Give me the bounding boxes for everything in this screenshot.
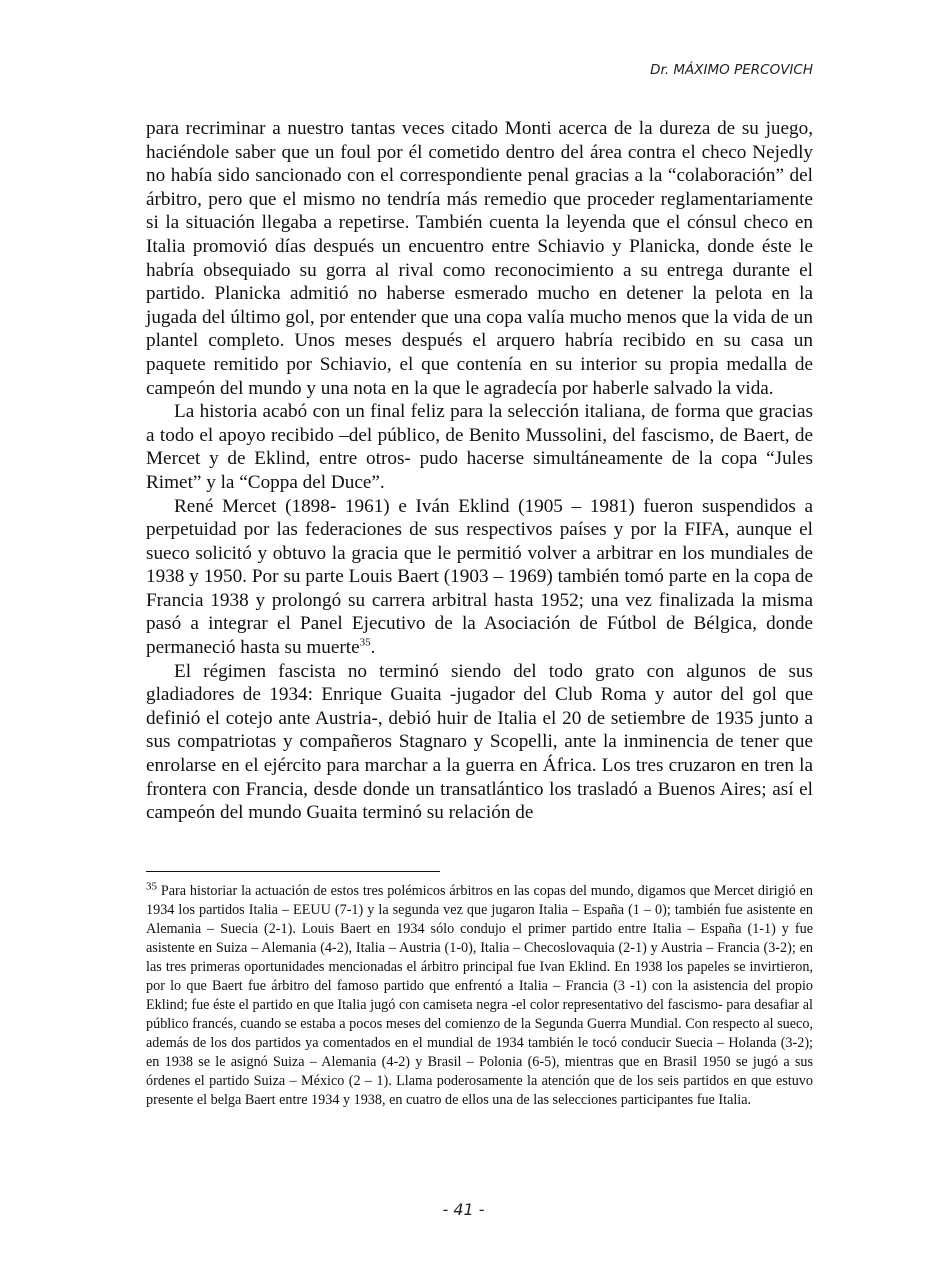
paragraph-3-trail: . xyxy=(370,637,376,659)
paragraph-4: El régimen fascista no terminó siendo del todo grato con algunos de sus gladiadores de 1934: Enrique Guaita -jugador del Club Roma y autor del gol que definió el cotejo ante Austria-, debió huir de Italia el 20 de setiembre de 1935 junto a sus compatriotas y compañeros Stagnaro y Scopelli, ante la inminencia de tener que enrolarse en el ejército para marchar a la guerra en África. Los tres cruzaron en tren la frontera con Francia, desde donde un transatlántico los trasladó a Buenos Aires; así el campeón del mundo Guaita terminó su relación de xyxy=(146,660,813,824)
footnote-number: 35 xyxy=(146,880,157,893)
running-header: Dr. MÁXIMO PERCOVICH xyxy=(650,62,813,78)
body-text xyxy=(146,117,813,825)
footnote xyxy=(146,882,813,1110)
footnote-reference[interactable]: 35 xyxy=(359,636,371,649)
paragraph-3-text: René Mercet (1898- 1961) e Iván Eklind (1905 – 1981) fueron suspendidos a perpetuidad por las federaciones de sus respectivos países y por la FIFA, aunque el sueco solicitó y obtuvo la gracia que le permitió volver a arbitrar en los mundiales de 1938 y 1950. Por su parte Louis Baert (1903 – 1969) también tomó parte en la copa de Francia 1938 y prolongó su carrera arbitral hasta 1952; una vez finalizada la misma pasó a integrar el Panel Ejecutivo de la Asociación de Fútbol de Bélgica, donde permaneció hasta su muerte xyxy=(146,495,813,659)
footnote-text: Para historiar la actuación de estos tres polémicos árbitros en las copas del mundo, digamos que Mercet dirigió en 1934 los partidos Italia – EEUU (7-1) y la segunda vez que jugaron Italia – España (1 – 0); también fue asistente en Alemania – Suecia (2-1). Louis Baert en 1934 sólo condujo el primer partido entre Italia – España (1-1) y fue asistente en Suiza – Alemania (4-2), Italia – Austria (1-0), Italia – Checoslovaquia (2-1) y Austria – Francia (3-2); en las tres primeras oportunidades mencionadas el árbitro principal fue Ivan Eklind. En 1938 los papeles se invirtieron, por lo que Baert fue árbitro del famoso partido que enfrentó a Italia – Francia (3 -1) con la asistencia del propio Eklind; fue éste el partido en que Italia jugó con camiseta negra -el color representativo del fascismo- para desafiar al público francés, cuando se estaba a pocos meses del comienzo de la Segunda Guerra Mundial. Con respecto al sueco, además de los dos partidos ya comentados en el mundial de 1934 también le tocó conducir Suecia – Holanda (3-2); en 1938 se le asignó Suiza – Alemania (4-2) y Brasil – Polonia (6-5), mientras que en Brasil 1950 se jugó a sus órdenes el partido Suiza – México (2 – 1). Llama poderosamente la atención que de los seis partidos en que estuvo presente el belga Baert entre 1934 y 1938, en cuatro de ellos una de las selecciones participantes fue Italia. xyxy=(146,883,813,1108)
paragraph-3 xyxy=(146,495,813,660)
footnote-separator xyxy=(146,871,440,872)
page-number: - 41 - xyxy=(442,1200,485,1219)
paragraph-1: para recriminar a nuestro tantas veces citado Monti acerca de la dureza de su juego, haciéndole saber que un foul por él cometido dentro del área contra el checo Nejedly no había sido sancionado con el correspondiente penal gracias a la “colaboración” del árbitro, pero que el mismo no tendría más remedio que proceder reglamentariamente si la situación llegaba a repetirse. También cuenta la leyenda que el cónsul checo en Italia promovió días después un encuentro entre Schiavio y Planicka, donde éste le habría obsequiado su gorra al rival como reconocimiento a su entrega durante el partido. Planicka admitió no haberse esmerado mucho en detener la pelota en la jugada del último gol, por entender que una copa valía mucho menos que la vida de un plantel completo. Unos meses después el arquero habría recibido en su casa un paquete remitido por Schiavio, el que contenía en su interior su propia medalla de campeón del mundo y una nota en la que le agradecía por haberle salvado la vida. xyxy=(146,118,813,399)
paragraph-2: La historia acabó con un final feliz para la selección italiana, de forma que gracias a todo el apoyo recibido –del público, de Benito Mussolini, del fascismo, de Baert, de Mercet y de Eklind, entre otros- pudo hacerse simultáneamente de la copa “Jules Rimet” y la “Coppa del Duce”. xyxy=(146,401,813,493)
